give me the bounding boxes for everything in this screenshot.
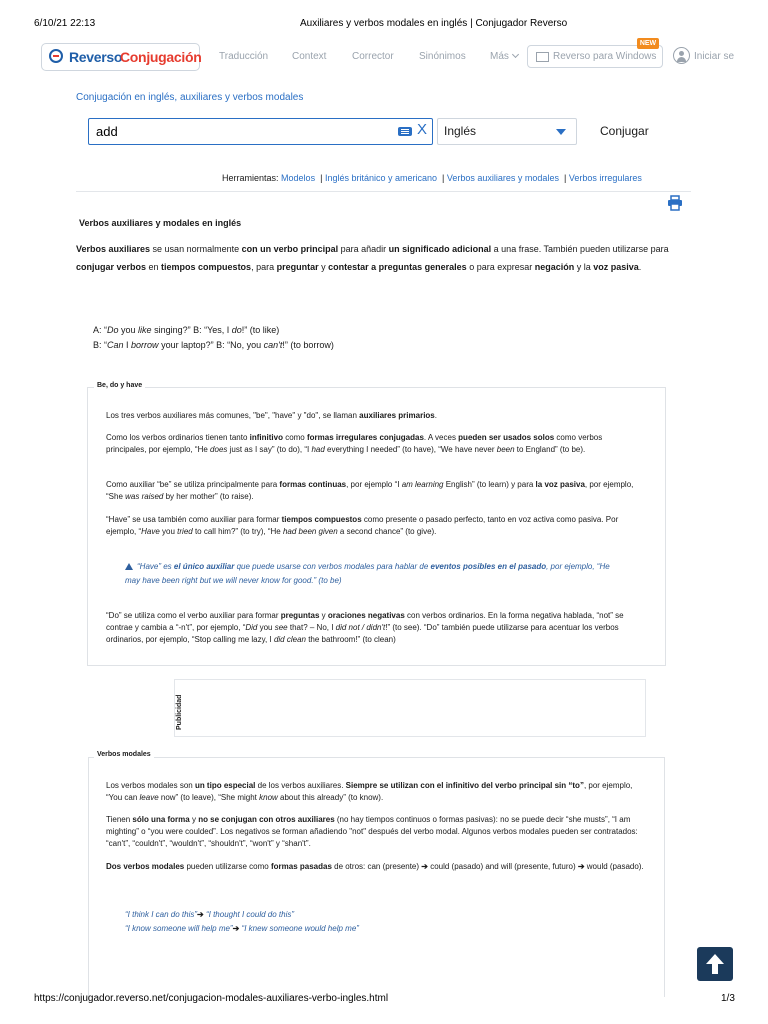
- tool-separator: |: [442, 173, 445, 183]
- windows-icon: [536, 52, 549, 62]
- arrow-right-icon: ➔: [197, 910, 204, 919]
- tool-link-britanico-americano[interactable]: Inglés británico y americano: [324, 173, 438, 183]
- note-callout: “Have” es el único auxiliar que puede usarse con verbos modales para hablar de eventos posibles en el pasado, por ejemplo, “He may have been right but we will never know for good.” (to be): [125, 562, 610, 585]
- box-legend: Be, do y have: [94, 382, 145, 389]
- print-page-number: 1/3: [721, 993, 735, 1004]
- logo-text-reverso: Reverso: [69, 49, 123, 65]
- paragraph: “Have” se usa también como auxiliar para formar tiempos compuestos como presente o pasado perfecto, tanto en voz activa como pasiva. Por ejemplo, “Have you tried to call him?” (to try), “He had been given a second chance” (to give).: [106, 515, 619, 536]
- paragraph: Los verbos modales son un tipo especial de los verbos auxiliares. Siempre se utilizan con el infinitivo del verbo principal sin “to”, por ejemplo, “You can leave now” (to leave), “She might know about this already” (to know).: [106, 781, 633, 802]
- reverso-logo-icon: [49, 49, 63, 63]
- login-link[interactable]: Iniciar se: [694, 51, 735, 62]
- logo-text-conjugacion: Conjugación: [120, 49, 202, 65]
- arrow-right-icon: ➔: [232, 924, 240, 933]
- nav-link-context[interactable]: Context: [292, 51, 327, 62]
- paragraph: Dos verbos modales pueden utilizarse como formas pasadas de otros: can (presente) ➔ could (pasado) and will (presente, futuro) ➔ would (pasado).: [106, 862, 644, 871]
- nav-link-traduccion[interactable]: Traducción: [219, 51, 269, 62]
- search-value: add: [96, 124, 118, 139]
- example-line: B: “Can I borrow your laptop?” B: “No, you can't!” (to borrow): [93, 340, 334, 350]
- tool-separator: |: [563, 173, 567, 183]
- arrow-up-icon: [705, 953, 725, 975]
- nav-more-label: Más: [490, 51, 509, 62]
- tool-link-auxiliares-modales[interactable]: Verbos auxiliares y modales: [446, 173, 559, 183]
- dropdown-arrow-icon: [556, 129, 566, 135]
- paragraph: Como auxiliar “be” se utiliza principalmente para formas continuas, por ejemplo “I am learning English” (to learn) y para la voz pasiva, por ejemplo, “She was raised by her mother” (to raise).: [106, 480, 634, 501]
- clear-icon[interactable]: X: [417, 121, 428, 138]
- tool-link-irregulares[interactable]: Verbos irregulares: [568, 173, 642, 183]
- section-title: Verbos auxiliares y modales en inglés: [79, 218, 242, 228]
- paragraph: “Do” se utiliza como el verbo auxiliar para formar preguntas y oraciones negativas con verbos ordinarios. En la forma negativa hablada, “not” se contrae y cambia a “-n't”, por ejemplo, “Did you see that? – No, I did not / didn't!” (to see). “Do” también puede utilizarse para acentuar los verbos ordinarios, por ejemplo, “Stop calling me lazy, I did clean the bathroom!” (to clean): [106, 611, 624, 644]
- language-select[interactable]: [437, 118, 577, 145]
- new-badge: NEW: [637, 38, 659, 49]
- warning-icon: [125, 563, 133, 570]
- example-line: “I know someone will help me”➔ “I knew someone would help me”: [125, 924, 359, 933]
- reverso-logo[interactable]: [41, 43, 200, 71]
- box-legend: Verbos modales: [94, 751, 154, 758]
- print-url: https://conjugador.reverso.net/conjugacion-modales-auxiliares-verbo-ingles.html: [34, 993, 389, 1004]
- paragraph: Los tres verbos auxiliares más comunes, "be", "have" y "do", se llaman auxiliares primarios.: [106, 411, 437, 420]
- keyboard-icon[interactable]: [398, 127, 412, 136]
- windows-button-label: Reverso para Windows: [553, 51, 657, 62]
- tool-link-modelos[interactable]: Modelos: [281, 173, 316, 183]
- nav-link-sinonimos[interactable]: Sinónimos: [419, 51, 466, 62]
- scroll-to-top-button[interactable]: [697, 947, 733, 981]
- printer-icon[interactable]: [667, 195, 683, 211]
- verb-search-input[interactable]: [88, 118, 433, 145]
- print-datetime: 6/10/21 22:13: [34, 18, 96, 29]
- paragraph: Como los verbos ordinarios tienen tanto infinitivo como formas irregulares conjugadas. A veces pueden ser usados solos como verbos principales, por ejemplo, “He does just as I say” (to do), “I had everything I needed” (to have), “We have never been to England” (to be).: [106, 433, 603, 454]
- breadcrumb[interactable]: Conjugación en inglés, auxiliares y verbos modales: [76, 92, 304, 103]
- ad-slot[interactable]: [174, 679, 646, 737]
- paragraph: Tienen sólo una forma y no se conjugan con otros auxiliares (no hay tiempos continuos o formas pasivas): no se puede decir “she musts”, “I am mighting” o “you were coulded”. Los negativos se forman añadiendo "not" después del verbo modal. Algunos verbos modales pueden ser contratados: “can't”, “couldn't”, “wouldn't”, “shouldn't”, “won't” y “shan't”.: [106, 815, 638, 848]
- ad-label: Publicidad: [176, 694, 183, 730]
- avatar-icon[interactable]: [673, 47, 690, 64]
- arrow-right-icon: ➔: [421, 862, 428, 871]
- conjugar-button[interactable]: Conjugar: [600, 124, 649, 138]
- tools-label: Herramientas:: [222, 173, 279, 183]
- example-line: A: “Do you like singing?” B: “Yes, I do!” (to like): [93, 325, 280, 335]
- example-line: “I think I can do this”➔ “I thought I could do this”: [125, 910, 295, 919]
- chevron-down-icon: [512, 51, 519, 58]
- tools-bar: [222, 173, 642, 183]
- tool-separator: |: [320, 173, 323, 183]
- nav-link-corrector[interactable]: Corrector: [352, 51, 394, 62]
- divider: [76, 191, 691, 192]
- nav-more-menu[interactable]: [490, 51, 518, 62]
- arrow-right-icon: ➔: [577, 862, 585, 871]
- language-value: Inglés: [444, 124, 477, 138]
- intro-paragraph: Verbos auxiliares se usan normalmente con un verbo principal para añadir un significado adicional a una frase. También pueden utilizarse para conjugar verbos en tiempos compuestos, para preguntar y contestar a preguntas generales o para expresar negación y la voz pasiva.: [76, 244, 669, 272]
- print-page-title: Auxiliares y verbos modales en inglés | Conjugador Reverso: [300, 18, 568, 29]
